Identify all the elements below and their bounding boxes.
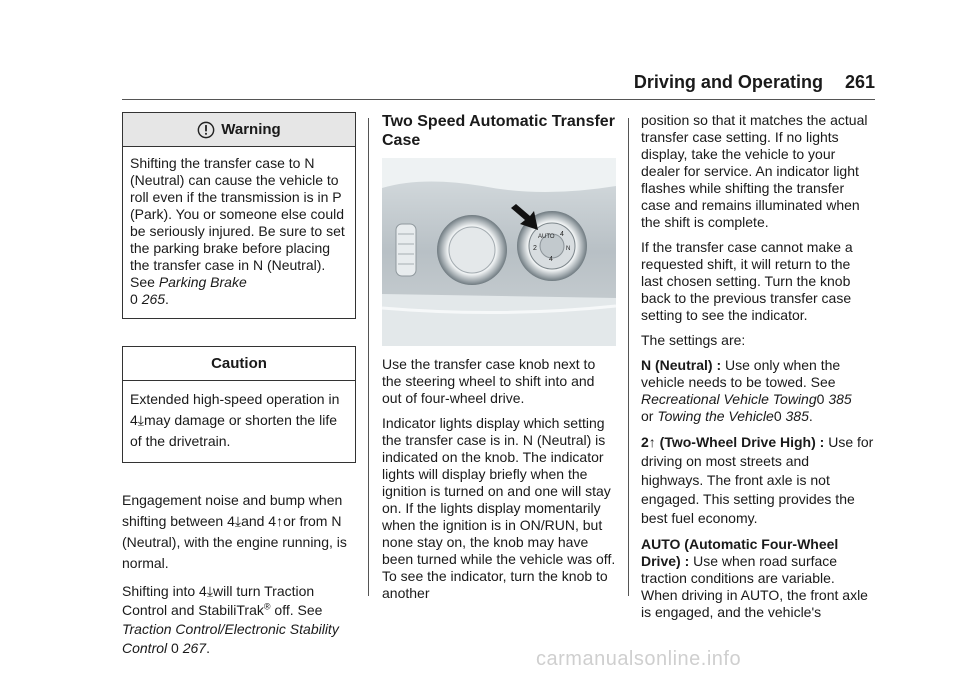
paragraph-indicator-continued: position so that it matches the actual transfer case setting. If no lights display, take the vehicle to your dealer for service. An indicator light flashes while shifting the transfer case and remains illuminated when the shift is complete. [641, 112, 868, 230]
knob-label-n: N [566, 246, 571, 252]
towing-vehicle-page[interactable]: 385 [785, 408, 809, 424]
down-arrow-icon: ⤓ [206, 583, 214, 599]
page-ref-icon: 0 [171, 640, 179, 656]
paragraph-knob-usage: Use the transfer case knob next to the steering wheel to shift into and out of four-wheel drive. [382, 356, 596, 406]
paragraph-settings-intro: The settings are: [641, 332, 746, 348]
warning-icon [197, 121, 215, 139]
page-header [607, 72, 875, 100]
warning-box [122, 112, 356, 319]
rv-towing-link[interactable]: Recreational Vehicle Towing [641, 391, 817, 407]
up-arrow-icon: ↑ [648, 434, 656, 450]
column-3 [641, 112, 875, 629]
four-low-down-arrow-icon: ⤓ [137, 412, 144, 428]
caution-box [122, 346, 356, 463]
warning-ref-link[interactable]: Parking Brake [158, 274, 247, 290]
towing-vehicle-link[interactable]: Towing the Vehicle [657, 408, 774, 424]
setting-auto-label: AUTO (Automatic Four-Wheel Drive) : [641, 536, 839, 569]
setting-auto: AUTO (Automatic Four-Wheel Drive) : Use when road surface traction conditions are variable. When driving in AUTO, the front axle is engaged, and the vehicle's [641, 536, 868, 620]
column-2 [382, 112, 616, 610]
traction-control-page[interactable]: 267 [182, 640, 207, 656]
traction-control-link[interactable]: Traction Control/Electronic Stability Control [122, 621, 339, 656]
paragraph-shifting: Shifting into 4⤓will turn Traction Control and StabiliTrak® off. See Traction Control/Electronic Stability Control 0 267. [122, 583, 339, 656]
warning-ref-page[interactable]: 265 [141, 291, 166, 307]
setting-neutral: N (Neutral) : Use only when the vehicle needs to be towed. See Recreational Vehicle Towing0 385 or Towing the Vehicle0 385. [641, 357, 852, 424]
knob-label-two: 2 [533, 245, 537, 252]
transfer-case-knob-photo [382, 158, 616, 346]
warning-text: Shifting the transfer case to N (Neutral) can cause the vehicle to roll even if the transmission is in P (Park). You or someone else could be seriously injured. Be sure to set the parking brake before placing the transfer case in N (Neutral). See [130, 155, 345, 290]
page-ref-icon: 0 [130, 291, 138, 307]
knob-label-four-low: 4 [549, 256, 553, 263]
caution-header [123, 347, 355, 381]
paragraph-engagement: Engagement noise and bump when shifting between 4⤓and 4↑or from N (Neutral), with the engine running, is normal. [122, 492, 347, 571]
warning-body: Shifting the transfer case to N (Neutral) can cause the vehicle to roll even if the transmission is in P (Park). You or someone else could be seriously injured. Be sure to set the parking brake before placing the transfer case in N (Neutral). See Parking Brake 0 265. [130, 155, 345, 307]
paragraph-shift-failure: If the transfer case cannot make a requested shift, it will return to the last chosen setting. Turn the knob back to the previous transfer case setting to see the indicator. [641, 239, 853, 323]
setting-neutral-label: N (Neutral) : [641, 357, 722, 373]
rv-towing-page[interactable]: 385 [828, 391, 852, 407]
page-ref-icon: 0 [816, 391, 825, 407]
warning-header [123, 113, 355, 147]
section-title: Driving and Operating [633, 72, 823, 92]
column-divider [368, 118, 369, 596]
warning-title: Warning [221, 121, 281, 138]
setting-two-high: 2↑ (Two-Wheel Drive High) : Use for driving on most streets and highways. The front axle is not engaged. This setting provides the best fuel economy. [641, 434, 874, 526]
header-rule [122, 99, 875, 100]
down-arrow-icon: ⤓ [234, 513, 242, 529]
registered-mark: ® [263, 601, 271, 612]
column-1 [122, 112, 356, 666]
paragraph-indicator-lights: Indicator lights display which setting the transfer case is in. N (Neutral) is indicated on the knob. The indicator lights will display briefly when the ignition is turned on and one will stay on. If the lights display momentarily when the ignition is in ON/RUN, but none stay on, the knob may have been turned while the vehicle was off. To see the indicator, turn the knob to another [382, 415, 616, 601]
knob-label-four-high: 4 [560, 231, 564, 238]
page-number: 261 [844, 72, 875, 92]
watermark: carmanualsonline.info [536, 648, 742, 670]
page-ref-icon: 0 [773, 408, 782, 424]
column-divider [628, 118, 629, 596]
setting-two-high-label: (Two-Wheel Drive High) : [655, 434, 825, 450]
section-heading: Two Speed Automatic Transfer Case [382, 113, 615, 149]
caution-body: Extended high-speed operation in 4⤓may damage or shorten the life of the drivetrain. [130, 391, 340, 449]
caution-title: Caution [211, 355, 267, 372]
up-arrow-icon: ↑ [276, 513, 284, 529]
knob-label-auto: AUTO [538, 234, 555, 240]
